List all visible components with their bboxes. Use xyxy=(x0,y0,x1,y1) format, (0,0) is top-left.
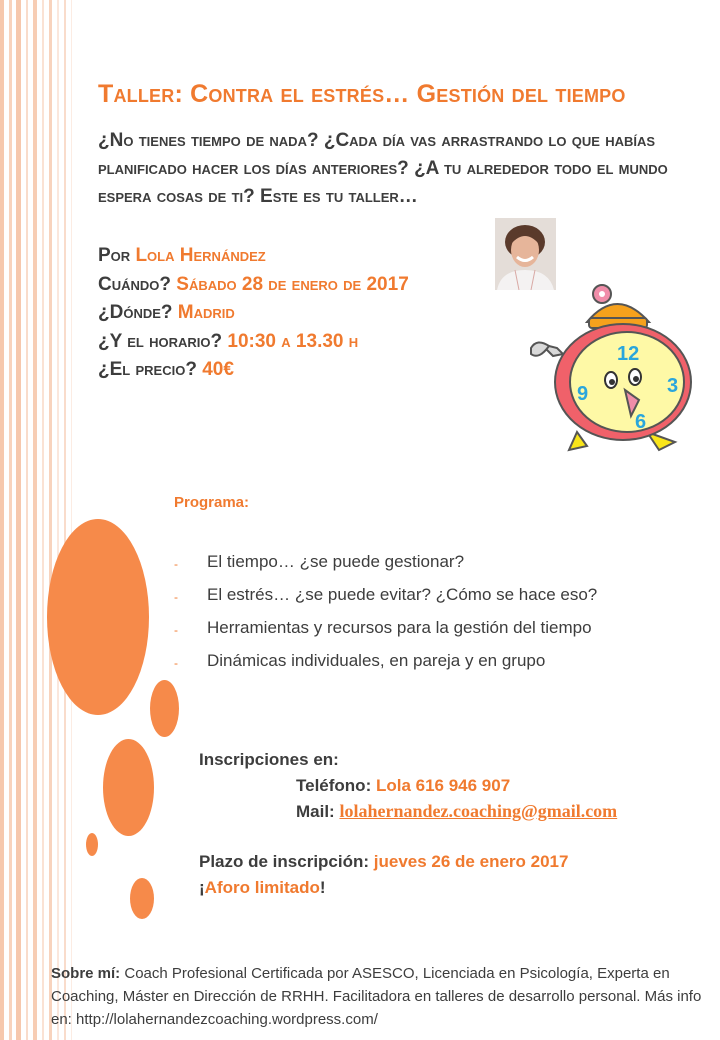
donde-value: Madrid xyxy=(177,302,235,323)
clock-number-12: 12 xyxy=(617,343,640,365)
aforo-line xyxy=(199,878,326,898)
list-item xyxy=(172,551,672,584)
detail-horario xyxy=(98,328,518,357)
decorative-stripes xyxy=(0,0,80,1040)
page-title: Taller: Contra el estrés… Gestión del tiempo xyxy=(98,80,626,108)
bullet-dash: - xyxy=(174,590,178,604)
clock-number-9: 9 xyxy=(577,383,589,405)
detail-cuando xyxy=(98,271,518,300)
programa-item-text: Herramientas y recursos para la gestión del tiempo xyxy=(207,618,592,637)
aforo-value: Aforo limitado xyxy=(204,878,320,897)
decorative-circle-medium xyxy=(103,739,154,836)
list-item xyxy=(172,650,672,683)
about-label: Sobre mí: xyxy=(51,965,125,982)
cuando-label: Cuándo? xyxy=(98,273,177,295)
intro-paragraph: ¿No tienes tiempo de nada? ¿Cada día vas arrastrando lo que habías planificado hacer los días anteriores? ¿A tu alrededor todo el mundo espera cosas de ti? Este es tu taller… xyxy=(98,130,668,207)
portrait-photo xyxy=(495,218,556,290)
about-text: Coach Profesional Certificada por ASESCO, Licenciada en Psicología, Experta en Coaching, Máster en Dirección de RRHH. Facilitadora en talleres de desarrollo personal. Más info en: http://lolahernandezcoaching.wordpress.com/ xyxy=(51,965,702,1028)
horario-value: 10:30 a 13.30 h xyxy=(227,330,359,352)
precio-label: ¿El precio? xyxy=(98,359,203,380)
por-value: Lola Hernández xyxy=(135,245,266,266)
detail-donde xyxy=(98,299,518,328)
mail-line xyxy=(296,801,617,822)
aforo-prefix: ¡ xyxy=(199,878,205,897)
clock-number-6: 6 xyxy=(635,411,647,433)
programa-list xyxy=(172,551,672,683)
event-details xyxy=(98,242,518,385)
telefono-label: Teléfono: xyxy=(296,776,376,795)
aforo-suffix: ! xyxy=(319,878,326,897)
cuando-value: Sábado 28 de enero de 2017 xyxy=(176,273,409,295)
bullet-dash: - xyxy=(174,557,178,571)
horario-label: ¿Y el horario? xyxy=(98,330,228,352)
telefono-value[interactable]: Lola 616 946 907 xyxy=(375,776,511,795)
bullet-dash: - xyxy=(174,656,178,670)
list-item xyxy=(172,584,672,617)
plazo-label: Plazo de inscripción: xyxy=(199,852,374,871)
decorative-circle-small xyxy=(150,680,179,737)
programa-label: Programa: xyxy=(174,494,250,511)
decorative-circle-tiny xyxy=(86,833,98,856)
inscripciones-label: Inscripciones en: xyxy=(199,750,339,769)
plazo-line xyxy=(199,852,568,872)
mail-label: Mail: xyxy=(296,802,340,821)
decorative-circle-small-2 xyxy=(130,878,154,919)
about-section xyxy=(51,962,711,1031)
donde-label: ¿Dónde? xyxy=(98,302,178,323)
decorative-circle-large xyxy=(47,519,149,715)
alarm-clock-illustration xyxy=(527,282,697,457)
detail-precio xyxy=(98,356,518,385)
por-label: Por xyxy=(98,245,136,266)
programa-item-text: Dinámicas individuales, en pareja y en grupo xyxy=(207,651,546,670)
telefono-line xyxy=(296,776,510,796)
plazo-value: jueves 26 de enero 2017 xyxy=(373,852,569,871)
detail-por xyxy=(98,242,518,271)
list-item xyxy=(172,617,672,650)
mail-link[interactable]: lolahernandez.coaching@gmail.com xyxy=(339,801,618,821)
precio-value: 40€ xyxy=(202,359,234,380)
programa-item-text: El tiempo… ¿se puede gestionar? xyxy=(207,552,465,571)
bullet-dash: - xyxy=(174,623,178,637)
programa-item-text: El estrés… ¿se puede evitar? ¿Cómo se hace eso? xyxy=(207,585,598,604)
clock-number-3: 3 xyxy=(667,375,679,397)
